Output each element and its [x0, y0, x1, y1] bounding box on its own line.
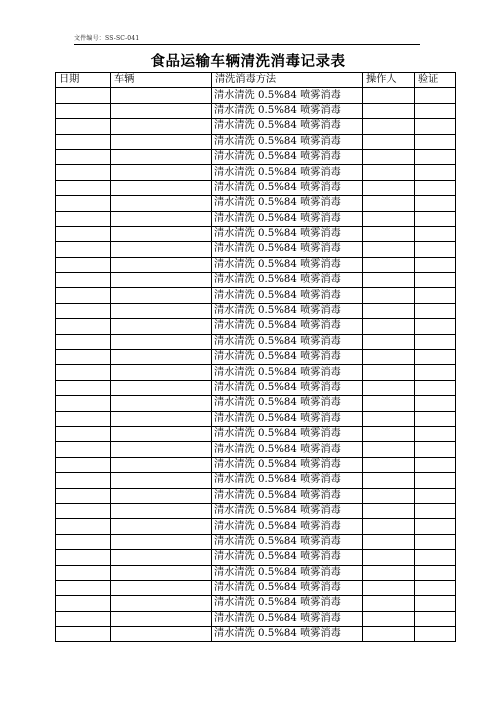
verify-cell	[415, 242, 456, 257]
verify-cell	[415, 519, 456, 534]
method-cell: 清水清洗 0.5%84 喷雾消毒	[212, 411, 363, 426]
vehicle-cell	[111, 226, 212, 241]
verify-cell	[415, 565, 456, 580]
table-row	[56, 149, 456, 164]
table-row	[56, 180, 456, 195]
vehicle-cell	[111, 196, 212, 211]
column-header-verify: 验证	[415, 73, 456, 88]
operator-cell	[363, 611, 415, 626]
operator-cell	[363, 134, 415, 149]
date-cell	[56, 442, 111, 457]
table-row	[56, 503, 456, 518]
operator-cell	[363, 226, 415, 241]
table-body	[56, 88, 456, 642]
table-row	[56, 380, 456, 395]
date-cell	[56, 226, 111, 241]
vehicle-cell	[111, 580, 212, 595]
operator-cell	[363, 457, 415, 472]
verify-cell	[415, 211, 456, 226]
verify-cell	[415, 380, 456, 395]
method-cell: 清水清洗 0.5%84 喷雾消毒	[212, 134, 363, 149]
verify-cell	[415, 534, 456, 549]
table-row	[56, 442, 456, 457]
column-header-operator: 操作人	[363, 73, 415, 88]
date-cell	[56, 88, 111, 103]
method-cell: 清水清洗 0.5%84 喷雾消毒	[212, 196, 363, 211]
method-cell: 清水清洗 0.5%84 喷雾消毒	[212, 519, 363, 534]
method-cell: 清水清洗 0.5%84 喷雾消毒	[212, 211, 363, 226]
date-cell	[56, 180, 111, 195]
date-cell	[56, 596, 111, 611]
operator-cell	[363, 519, 415, 534]
verify-cell	[415, 365, 456, 380]
operator-cell	[363, 627, 415, 642]
vehicle-cell	[111, 519, 212, 534]
date-cell	[56, 503, 111, 518]
method-cell: 清水清洗 0.5%84 喷雾消毒	[212, 319, 363, 334]
method-cell: 清水清洗 0.5%84 喷雾消毒	[212, 611, 363, 626]
date-cell	[56, 519, 111, 534]
method-cell: 清水清洗 0.5%84 喷雾消毒	[212, 226, 363, 241]
vehicle-cell	[111, 411, 212, 426]
verify-cell	[415, 627, 456, 642]
method-cell: 清水清洗 0.5%84 喷雾消毒	[212, 426, 363, 441]
operator-cell	[363, 565, 415, 580]
vehicle-cell	[111, 134, 212, 149]
operator-cell	[363, 580, 415, 595]
vehicle-cell	[111, 596, 212, 611]
method-cell: 清水清洗 0.5%84 喷雾消毒	[212, 627, 363, 642]
method-cell: 清水清洗 0.5%84 喷雾消毒	[212, 334, 363, 349]
operator-cell	[363, 211, 415, 226]
vehicle-cell	[111, 488, 212, 503]
table-row	[56, 334, 456, 349]
method-cell: 清水清洗 0.5%84 喷雾消毒	[212, 350, 363, 365]
operator-cell	[363, 550, 415, 565]
operator-cell	[363, 165, 415, 180]
date-cell	[56, 319, 111, 334]
date-cell	[56, 488, 111, 503]
vehicle-cell	[111, 119, 212, 134]
verify-cell	[415, 426, 456, 441]
method-cell: 清水清洗 0.5%84 喷雾消毒	[212, 103, 363, 118]
operator-cell	[363, 365, 415, 380]
verify-cell	[415, 288, 456, 303]
document-code: 文件编号：SS-SC-041	[74, 35, 140, 42]
method-cell: 清水清洗 0.5%84 喷雾消毒	[212, 580, 363, 595]
vehicle-cell	[111, 319, 212, 334]
operator-cell	[363, 411, 415, 426]
verify-cell	[415, 580, 456, 595]
table-row	[56, 426, 456, 441]
table-row	[56, 365, 456, 380]
table-row	[56, 350, 456, 365]
method-cell: 清水清洗 0.5%84 喷雾消毒	[212, 550, 363, 565]
vehicle-cell	[111, 149, 212, 164]
verify-cell	[415, 196, 456, 211]
verify-cell	[415, 88, 456, 103]
vehicle-cell	[111, 426, 212, 441]
operator-cell	[363, 350, 415, 365]
verify-cell	[415, 319, 456, 334]
table-row	[56, 411, 456, 426]
date-cell	[56, 334, 111, 349]
method-cell: 清水清洗 0.5%84 喷雾消毒	[212, 396, 363, 411]
method-cell: 清水清洗 0.5%84 喷雾消毒	[212, 473, 363, 488]
vehicle-cell	[111, 534, 212, 549]
date-cell	[56, 565, 111, 580]
table-row	[56, 273, 456, 288]
date-cell	[56, 627, 111, 642]
verify-cell	[415, 411, 456, 426]
method-cell: 清水清洗 0.5%84 喷雾消毒	[212, 273, 363, 288]
verify-cell	[415, 103, 456, 118]
date-cell	[56, 273, 111, 288]
operator-cell	[363, 88, 415, 103]
verify-cell	[415, 488, 456, 503]
method-cell: 清水清洗 0.5%84 喷雾消毒	[212, 119, 363, 134]
operator-cell	[363, 257, 415, 272]
operator-cell	[363, 334, 415, 349]
column-header-method: 清洗消毒方法	[212, 73, 363, 88]
date-cell	[56, 550, 111, 565]
date-cell	[56, 165, 111, 180]
vehicle-cell	[111, 550, 212, 565]
verify-cell	[415, 149, 456, 164]
table-row	[56, 88, 456, 103]
date-cell	[56, 242, 111, 257]
operator-cell	[363, 319, 415, 334]
operator-cell	[363, 288, 415, 303]
operator-cell	[363, 273, 415, 288]
vehicle-cell	[111, 442, 212, 457]
method-cell: 清水清洗 0.5%84 喷雾消毒	[212, 149, 363, 164]
date-cell	[56, 303, 111, 318]
method-cell: 清水清洗 0.5%84 喷雾消毒	[212, 488, 363, 503]
vehicle-cell	[111, 396, 212, 411]
vehicle-cell	[111, 257, 212, 272]
verify-cell	[415, 119, 456, 134]
operator-cell	[363, 119, 415, 134]
operator-cell	[363, 473, 415, 488]
date-cell	[56, 365, 111, 380]
verify-cell	[415, 457, 456, 472]
vehicle-cell	[111, 611, 212, 626]
table-row	[56, 196, 456, 211]
method-cell: 清水清洗 0.5%84 喷雾消毒	[212, 242, 363, 257]
column-header-vehicle: 车辆	[111, 73, 212, 88]
table-row	[56, 627, 456, 642]
date-cell	[56, 149, 111, 164]
method-cell: 清水清洗 0.5%84 喷雾消毒	[212, 257, 363, 272]
method-cell: 清水清洗 0.5%84 喷雾消毒	[212, 380, 363, 395]
operator-cell	[363, 442, 415, 457]
table-row	[56, 473, 456, 488]
method-cell: 清水清洗 0.5%84 喷雾消毒	[212, 503, 363, 518]
method-cell: 清水清洗 0.5%84 喷雾消毒	[212, 180, 363, 195]
table-row	[56, 519, 456, 534]
verify-cell	[415, 334, 456, 349]
vehicle-cell	[111, 88, 212, 103]
table-row	[56, 550, 456, 565]
verify-cell	[415, 134, 456, 149]
table-row	[56, 319, 456, 334]
date-cell	[56, 211, 111, 226]
verify-cell	[415, 550, 456, 565]
table-row	[56, 165, 456, 180]
record-table	[55, 72, 456, 642]
verify-cell	[415, 611, 456, 626]
table-row	[56, 134, 456, 149]
column-header-date: 日期	[56, 73, 111, 88]
table-header-row	[56, 73, 456, 88]
table-row	[56, 457, 456, 472]
operator-cell	[363, 242, 415, 257]
verify-cell	[415, 226, 456, 241]
date-cell	[56, 457, 111, 472]
vehicle-cell	[111, 165, 212, 180]
method-cell: 清水清洗 0.5%84 喷雾消毒	[212, 288, 363, 303]
verify-cell	[415, 473, 456, 488]
operator-cell	[363, 180, 415, 195]
operator-cell	[363, 149, 415, 164]
date-cell	[56, 411, 111, 426]
table-row	[56, 288, 456, 303]
date-cell	[56, 257, 111, 272]
vehicle-cell	[111, 380, 212, 395]
date-cell	[56, 134, 111, 149]
verify-cell	[415, 396, 456, 411]
vehicle-cell	[111, 627, 212, 642]
vehicle-cell	[111, 565, 212, 580]
method-cell: 清水清洗 0.5%84 喷雾消毒	[212, 457, 363, 472]
method-cell: 清水清洗 0.5%84 喷雾消毒	[212, 596, 363, 611]
date-cell	[56, 534, 111, 549]
method-cell: 清水清洗 0.5%84 喷雾消毒	[212, 88, 363, 103]
verify-cell	[415, 596, 456, 611]
date-cell	[56, 580, 111, 595]
operator-cell	[363, 303, 415, 318]
method-cell: 清水清洗 0.5%84 喷雾消毒	[212, 165, 363, 180]
operator-cell	[363, 596, 415, 611]
table-row	[56, 257, 456, 272]
table-row	[56, 303, 456, 318]
date-cell	[56, 288, 111, 303]
operator-cell	[363, 380, 415, 395]
vehicle-cell	[111, 303, 212, 318]
date-cell	[56, 350, 111, 365]
vehicle-cell	[111, 273, 212, 288]
date-cell	[56, 380, 111, 395]
table-row	[56, 396, 456, 411]
table-row	[56, 211, 456, 226]
vehicle-cell	[111, 457, 212, 472]
table-row	[56, 596, 456, 611]
vehicle-cell	[111, 211, 212, 226]
verify-cell	[415, 180, 456, 195]
table-row	[56, 119, 456, 134]
vehicle-cell	[111, 350, 212, 365]
table-row	[56, 565, 456, 580]
table-row	[56, 226, 456, 241]
method-cell: 清水清洗 0.5%84 喷雾消毒	[212, 365, 363, 380]
verify-cell	[415, 273, 456, 288]
verify-cell	[415, 503, 456, 518]
operator-cell	[363, 103, 415, 118]
method-cell: 清水清洗 0.5%84 喷雾消毒	[212, 534, 363, 549]
document-title: 食品运输车辆清洗消毒记录表	[150, 54, 346, 70]
operator-cell	[363, 196, 415, 211]
vehicle-cell	[111, 242, 212, 257]
table-row	[56, 611, 456, 626]
vehicle-cell	[111, 503, 212, 518]
date-cell	[56, 611, 111, 626]
table-row	[56, 242, 456, 257]
verify-cell	[415, 350, 456, 365]
vehicle-cell	[111, 288, 212, 303]
table-row	[56, 103, 456, 118]
date-cell	[56, 396, 111, 411]
operator-cell	[363, 503, 415, 518]
operator-cell	[363, 396, 415, 411]
method-cell: 清水清洗 0.5%84 喷雾消毒	[212, 442, 363, 457]
method-cell: 清水清洗 0.5%84 喷雾消毒	[212, 565, 363, 580]
verify-cell	[415, 303, 456, 318]
operator-cell	[363, 426, 415, 441]
verify-cell	[415, 442, 456, 457]
vehicle-cell	[111, 473, 212, 488]
date-cell	[56, 196, 111, 211]
table-row	[56, 534, 456, 549]
table-row	[56, 580, 456, 595]
table-row	[56, 488, 456, 503]
vehicle-cell	[111, 103, 212, 118]
operator-cell	[363, 534, 415, 549]
operator-cell	[363, 488, 415, 503]
vehicle-cell	[111, 334, 212, 349]
vehicle-cell	[111, 180, 212, 195]
date-cell	[56, 103, 111, 118]
verify-cell	[415, 165, 456, 180]
date-cell	[56, 473, 111, 488]
date-cell	[56, 119, 111, 134]
vehicle-cell	[111, 365, 212, 380]
verify-cell	[415, 257, 456, 272]
method-cell: 清水清洗 0.5%84 喷雾消毒	[212, 303, 363, 318]
date-cell	[56, 426, 111, 441]
header-rule	[74, 44, 420, 45]
